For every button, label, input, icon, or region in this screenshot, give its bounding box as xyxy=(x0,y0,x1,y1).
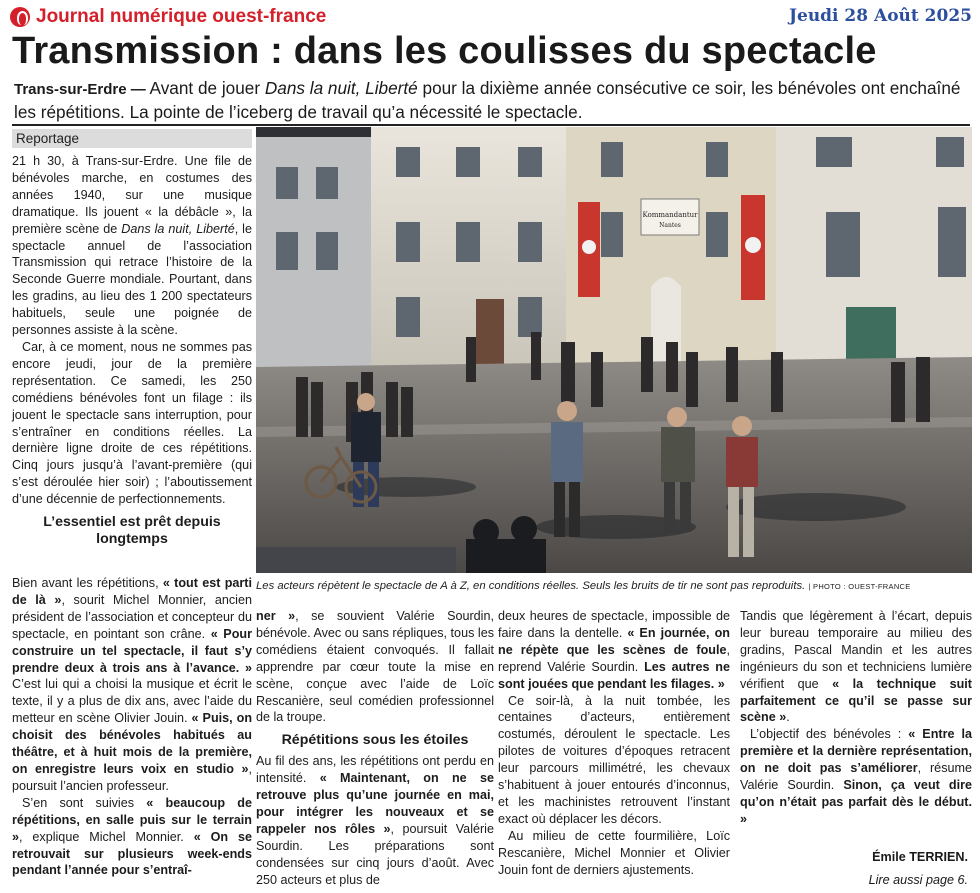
paragraph xyxy=(12,153,252,339)
photo-caption xyxy=(256,580,972,592)
text-run: L’objectif des bénévoles : xyxy=(750,727,909,742)
text-run: , poursuit Valérie Sourdin. Les préparations sont condensées sur cinq jours d’août. Avec 250 acteurs et plus de xyxy=(256,821,494,887)
journal-name: Journal numérique ouest-france xyxy=(36,6,327,27)
text-run: S’en sont suivies xyxy=(22,795,147,810)
quote: Les autres ne sont jouées que pendant les filages. » xyxy=(498,659,730,691)
paragraph: Au milieu de cette fourmilière, Loïc Rescanière, Michel Monnier et Olivier Jouin font de derniers ajustements. xyxy=(498,828,730,877)
lede-divider xyxy=(12,124,970,126)
section-label: Reportage xyxy=(12,129,252,148)
quote: « Puis, on choisit des bénévoles habitués au théâtre, et à huit mois de la première, on enregistre leurs voix en studio » xyxy=(12,711,253,776)
column-3 xyxy=(498,608,730,879)
quote: « tout est parti de là » xyxy=(12,576,252,607)
text-run: , explique Michel Monnier. xyxy=(19,829,194,844)
lede-text-post: pour la dixième année consécutive ce soir, les bénévoles ont enchaîné les répétitions. La pointe de l’iceberg de travail qu’a nécessité le spectacle. xyxy=(14,78,961,122)
masthead xyxy=(10,6,972,30)
lede xyxy=(14,77,969,124)
column-2 xyxy=(256,608,494,889)
see-also-link[interactable]: Lire aussi page 6. xyxy=(868,873,968,887)
quote: « On se retrouvait sur plusieurs week-ends pendant l’année pour s’entraî- xyxy=(12,829,252,878)
sign-text-line-2: Nantes xyxy=(659,222,681,229)
column-4 xyxy=(740,608,972,828)
column-1-bottom xyxy=(12,575,252,879)
caption-text: Les acteurs répètent le spectacle de A à Z, en conditions réelles. Seuls les bruits de tir ne sont pas reproduits. xyxy=(256,580,806,592)
text-run: , résume Valérie Sourdin. xyxy=(740,761,972,793)
headline: Transmission : dans les coulisses du spectacle xyxy=(12,30,877,72)
quote: « Pour construire un tel spectacle, il faut s’y prendre deux à trois ans à l’avance. » xyxy=(12,626,252,675)
paragraph xyxy=(12,795,252,880)
ouest-france-logo-icon xyxy=(10,7,30,27)
paragraph xyxy=(12,575,252,795)
paragraph xyxy=(256,753,494,888)
show-title: Dans la nuit, Liberté xyxy=(121,221,235,236)
quote: Sinon, ça veut dire qu’on n’était pas parfait dès le début. » xyxy=(740,778,972,826)
paragraph xyxy=(498,608,730,693)
text-run: Au fil des ans, les répétitions ont perdu en intensité. xyxy=(256,754,494,786)
sign-text-line-1: Kommandantur xyxy=(642,211,698,219)
quote: « beaucoup de répétitions, en salle puis sur le terrain » xyxy=(12,795,252,844)
publication-date: Jeudi 28 Août 2025 xyxy=(788,6,972,26)
text-run: Tandis que légèrement à l’écart, depuis leur bureau temporaire au milieu des gradins, Pascal Mandin et les autres ingénieurs du son et techniciens lumière vérifient que xyxy=(740,609,972,691)
article-photo xyxy=(256,127,972,573)
text-run: C’est lui qui a choisi la musique et écrit le texte, il y a plus de dix ans, avec l’aide du metteur en scène Olivier Jouin. xyxy=(12,677,252,726)
paragraph xyxy=(740,608,972,726)
author-signature: Émile TERRIEN. xyxy=(872,850,968,864)
subheading: L’essentiel est prêt depuis longtemps xyxy=(43,514,221,548)
paragraph: Car, à ce moment, nous ne sommes pas encore jeudi, jour de la première représentation. Ce samedi, les 250 comédiens bénévoles font un filage : ils jouent le spectacle sans interruption, pour s’entraîner en conditions réelles. La dernière ligne droite de ces répétitions. Cinq jours jusqu’à l’avant-première (qui s’est déroulée hier soir) ; l’aboutissement d’une décennie de perfectionnements. xyxy=(12,339,252,507)
paragraph xyxy=(740,726,972,827)
quote: « la technique suit parfaitement ce qu’il se passe sur scène » xyxy=(740,676,973,725)
column-1 xyxy=(12,153,252,552)
subheading: Répétitions sous les étoiles xyxy=(281,732,469,749)
text-run: deux heures de spectacle, impossible de faire dans la dentelle. xyxy=(498,609,730,640)
text-run: . xyxy=(786,710,790,725)
text-run: , sourit Michel Monnier, ancien président de l’association et concepteur du spectacle, en pointant son crâne. xyxy=(12,592,252,641)
theatre-rehearsal-illustration xyxy=(256,127,972,573)
text-run: 21 h 30, à Trans-sur-Erdre. Une file de bénévoles marche, en costumes des années 1940, sur une musique dramatique. Ils jouent « la débâcle », la première scène de xyxy=(12,154,252,236)
quote: « Maintenant, on ne se retrouve plus qu’une journée en mai, pour intégrer les nouveaux et se rappeler nos rôles » xyxy=(256,771,495,836)
lede-text-pre: Avant de jouer xyxy=(145,78,265,98)
quote: « En journée, on ne répète que les scènes de foule xyxy=(498,625,730,657)
quote: ner » xyxy=(256,609,296,623)
text-run: , reprend Valérie Sourdin. xyxy=(498,642,730,674)
photo-credit: | PHOTO : OUEST-FRANCE xyxy=(808,582,911,591)
text-run: , poursuit l’ancien professeur. xyxy=(12,761,252,793)
paragraph: Ce soir-là, à la nuit tombée, les centaines d’acteurs, entièrement costumés, déroulent le spectacle. Les pilotes de voitures d’époques retracent leur parcours millimétré, les chevaux s’habituent à jouer entourés d’inconnus, et les machinistes retrouvent l’instant exact où déplacer les décors. xyxy=(498,693,730,826)
text-run: Bien avant les répétitions, xyxy=(12,576,163,590)
quote: « Entre la première et la dernière représentation, on ne doit pas s’améliorer xyxy=(740,727,972,776)
lede-place: Trans-sur-Erdre — xyxy=(14,81,146,98)
lede-show-title: Dans la nuit, Liberté xyxy=(264,78,418,98)
paragraph xyxy=(256,608,494,726)
text-run: , le spectacle annuel de l’association Transmission qui retrace l’histoire de la Seconde Guerre mondiale. Pourtant, dans les gradins, au lieu des 1 200 spectateurs habituels, seule une poignée de personnes assiste à la scène. xyxy=(12,221,252,338)
text-run: , se souvient Valérie Sourdin, bénévole. Avec ou sans répliques, tous les comédiens étaient convoqués. Il fallait apprendre par cœur toute la mise en scène, conçue avec l’aide de Loïc Rescanière, seul comédien professionnel de la troupe. xyxy=(256,609,494,725)
